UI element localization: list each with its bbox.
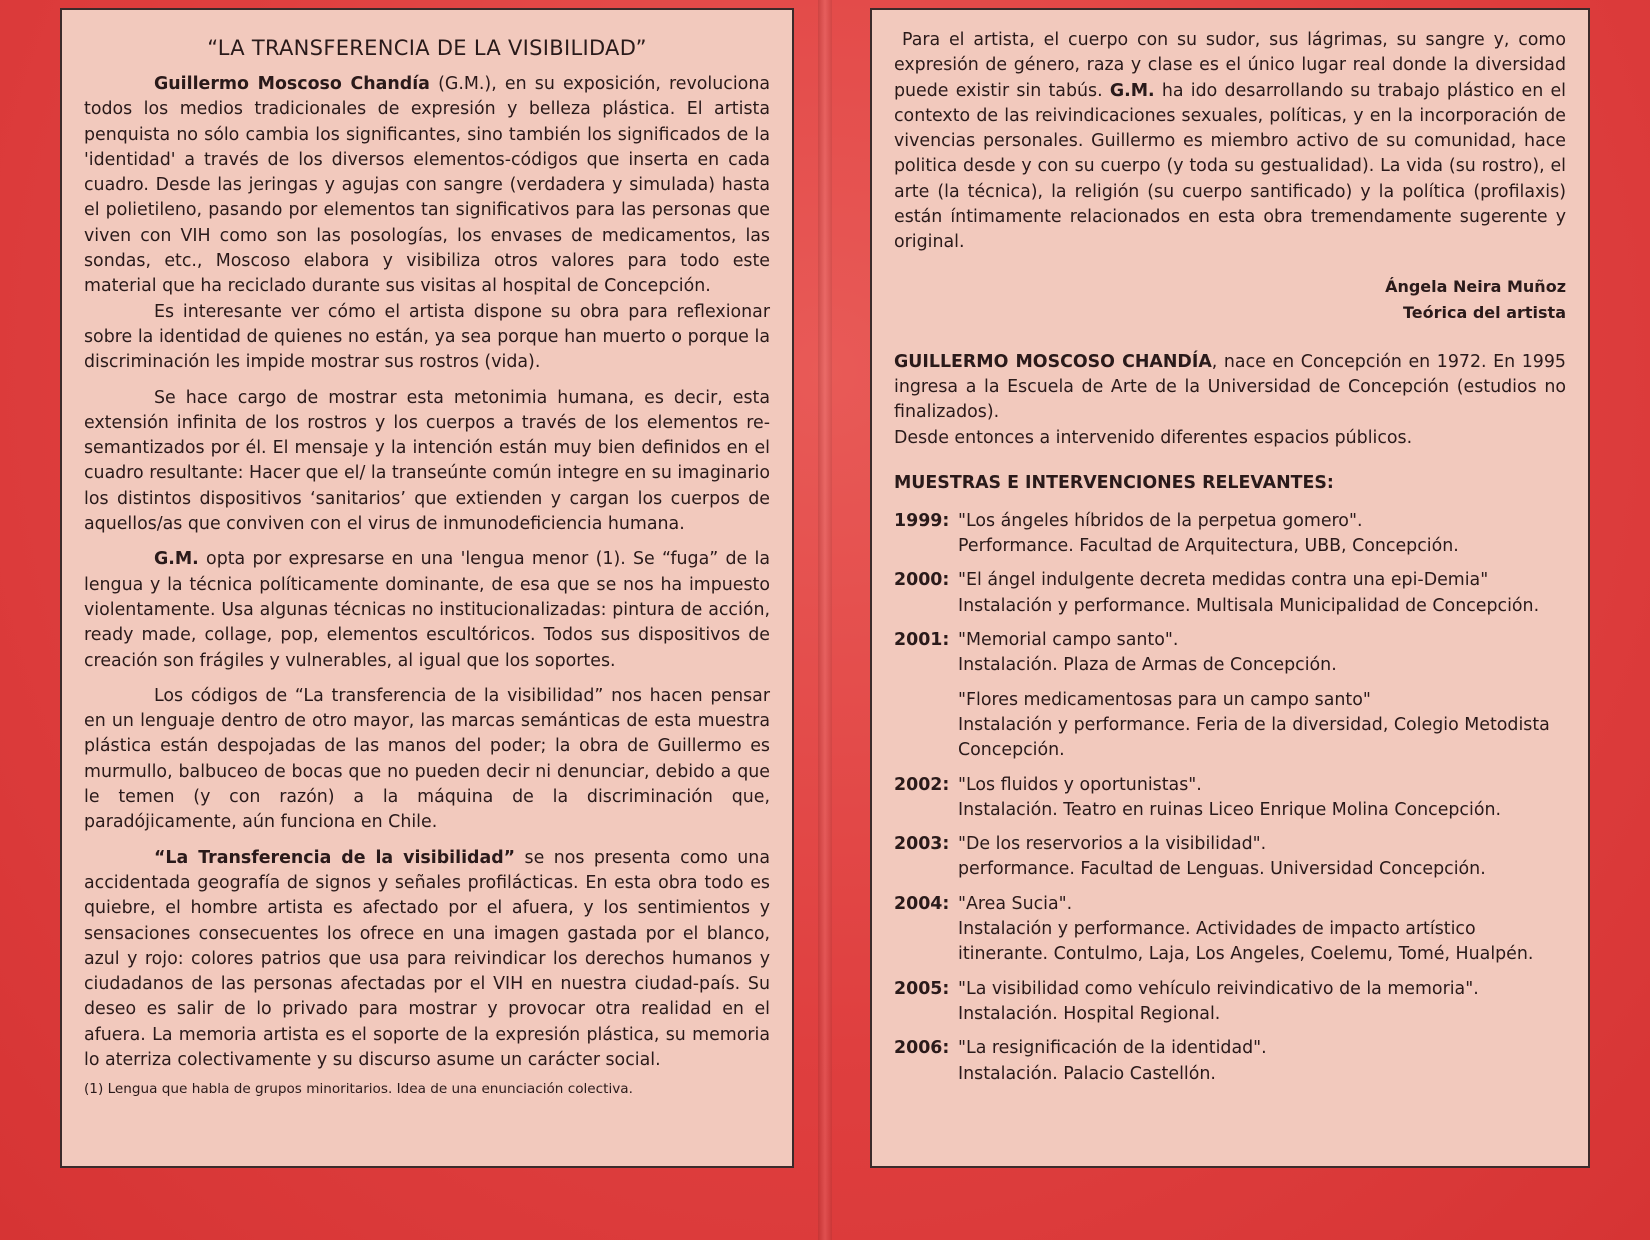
exhibition-details: [958, 568, 1566, 619]
exhibition-item: [958, 832, 1566, 883]
exhibition-detail: Instalación y performance. Feria de la diversidad, Colegio Metodista Concepción.: [958, 714, 1550, 761]
exhibitions-list: [894, 509, 1566, 1087]
section-title: MUESTRAS E INTERVENCIONES RELEVANTES:: [894, 472, 1334, 493]
exhibition-row: [894, 773, 1566, 824]
exhibition-title: "Memorial campo santo".: [958, 630, 1179, 651]
exhibition-year: 2002:: [894, 774, 950, 795]
gm-initials: G.M.: [154, 549, 199, 570]
exhibition-detail: Instalación. Teatro en ruinas Liceo Enrique Molina Concepción.: [958, 799, 1502, 820]
signature-block: [894, 274, 1566, 326]
bio-line-2: Desde entonces a intervenido diferentes espacios públicos.: [894, 427, 1413, 448]
exhibition-details: [958, 832, 1566, 883]
exhibition-year: 2004:: [894, 893, 950, 914]
exhibition-details: [958, 773, 1566, 824]
exhibition-year: 2005:: [894, 978, 950, 999]
exhibition-detail: Instalación. Palacio Castellón.: [958, 1063, 1216, 1084]
paragraph-4: [84, 547, 770, 673]
exhibition-detail: Instalación. Hospital Regional.: [958, 1003, 1221, 1024]
exhibition-title: “La Transferencia de la visibilidad”: [154, 847, 516, 868]
exhibition-title: "Area Sucia".: [958, 893, 1073, 914]
exhibition-title: "De los reservorios a la visibilidad".: [958, 834, 1267, 855]
exhibition-details: [958, 977, 1566, 1028]
right-paragraph-1: [894, 28, 1566, 256]
exhibition-item: [958, 773, 1566, 824]
right-paragraph-1-text-b: ha ido desarrollando su trabajo plástico en el contexto de las reivindicaciones sexuales, políticas, y en la incorporación de vivencias personales. Guillermo es miembro activo de su comunidad, hace politica desde y con su cuerpo (y toda su gestualidad). La vida (su rostro), el arte (la técnica), la religión (su cuerpo santificado) y la política (profilaxis) están íntimamente relacionados en esta obra tremendamente sugerente y original.: [894, 80, 1567, 253]
paragraph-4-text: opta por expresarse en una 'lengua menor (1). Se “fuga” de la lengua y la técnica políticamente dominante, de esa que se nos ha impuesto violentamente. Usa algunas técnicas no institucionalizadas: pintura de acción, ready made, collage, pop, elementos escultóricos. Todos sus dispositivos de creación son frágiles y vulnerables, al igual que los soportes.: [84, 549, 770, 671]
exhibition-year: 2001:: [894, 630, 950, 651]
signature-role: Teórica del artista: [1402, 302, 1566, 322]
paragraph-5: Los códigos de “La transferencia de la visibilidad” nos hacen pensar en un lenguaje dentro de otro mayor, las marcas semánticas de esta muestra plástica están despojadas de las manos del poder; la obra de Guillermo es murmullo, balbuceo de bocas que no pueden decir ni denunciar, debido a que le temen (y con razón) a la máquina de la discriminación que, paradójicamente, aún funciona en Chile.: [84, 685, 770, 833]
paragraph-6-text: se nos presenta como una accidentada geografía de signos y señales profilácticas. En esta obra todo es quiebre, el hombre artista es afectado por el afuera, y los sentimientos y sensaciones consecuentes los ofrece en una imagen gastada por el blanco, azul y rojo: colores patrios que usa para reivindicar los derechos humanos y ciudadanos de las personas afectadas por el VIH en nuestra ciudad-país. Su deseo es salir de lo privado para mostrar y provocar otra realidad en el afuera. La memoria artista es el soporte de la expresión plástica, su memoria lo aterriza colectivamente y su discurso asume un carácter social.: [84, 847, 770, 1070]
exhibition-details: [958, 892, 1566, 968]
left-page-panel: [60, 8, 794, 1168]
exhibition-title: "El ángel indulgente decreta medidas contra una epi-Demia": [958, 570, 1489, 591]
artist-name: Guillermo Moscoso Chandía: [154, 74, 430, 94]
biography: [894, 350, 1566, 451]
exhibition-row: [894, 568, 1566, 619]
footnote: (1) Lengua que habla de grupos minoritarios. Idea de una enunciación colectiva.: [84, 1081, 633, 1098]
exhibition-item: [958, 892, 1566, 968]
page-fold: [818, 0, 832, 1240]
exhibition-details: [958, 509, 1566, 560]
exhibition-row: [894, 977, 1566, 1028]
paragraph-1: [84, 72, 770, 300]
exhibition-item: [958, 509, 1566, 560]
exhibition-item: [958, 628, 1566, 679]
exhibition-year: 2003:: [894, 834, 950, 855]
exhibition-row: [894, 628, 1566, 763]
paragraph-6: [84, 846, 770, 1074]
exhibition-item: [958, 977, 1566, 1028]
exhibition-title: "Los ángeles híbridos de la perpetua gomero".: [958, 510, 1363, 531]
exhibition-row: [894, 1036, 1566, 1087]
exhibition-row: [894, 832, 1566, 883]
exhibition-detail: Instalación y performance. Actividades de impacto artístico itinerante. Contulmo, Laja, Los Angeles, Coelemu, Tomé, Hualpén.: [958, 919, 1534, 965]
exhibition-title: "Los fluidos y oportunistas".: [958, 774, 1202, 795]
exhibition-detail: Instalación. Plaza de Armas de Concepción.: [958, 655, 1337, 676]
exhibition-item: [958, 1036, 1566, 1087]
bio-line-1: [894, 350, 1566, 426]
bio-name: GUILLERMO MOSCOSO CHANDÍA: [894, 351, 1212, 372]
exhibition-year: 2006:: [894, 1038, 950, 1059]
exhibition-detail: performance. Facultad de Lenguas. Universidad Concepción.: [958, 859, 1486, 880]
exhibition-item: [958, 688, 1566, 764]
signature-name: Ángela Neira Muñoz: [1385, 276, 1566, 296]
gm-initials-right: G.M.: [1109, 80, 1155, 101]
exhibition-title: "Flores medicamentosas para un campo santo": [958, 689, 1371, 710]
exhibition-title: "La visibilidad como vehículo reivindicativo de la memoria".: [958, 978, 1479, 999]
exhibition-row: [894, 892, 1566, 968]
paragraph-3: Se hace cargo de mostrar esta metonimia humana, es decir, esta extensión infinita de los rostros y los cuerpos a través de los elementos re-semantizados por él. El mensaje y la intención están muy bien definidos en el cuadro resultante: Hacer que el/ la transeúnte común integre en su imaginario los distintos dispositivos ‘sanitarios’ que extienden y cargan los cuerpos de aquellos/as que conviven con el virus de inmunodeficiencia humana.: [84, 387, 770, 535]
exhibition-row: [894, 509, 1566, 560]
right-page-panel: [870, 8, 1590, 1168]
exhibition-year: 1999:: [894, 510, 950, 531]
exhibition-title: "La resignificación de la identidad".: [958, 1038, 1267, 1059]
paragraph-1-text: (G.M.), en su exposición, revoluciona todos los medios tradicionales de expresión y belleza plástica. El artista penquista no sólo cambia los significantes, sino también los significados de la 'identidad' a través de los diversos elementos-códigos que inserta en cada cuadro. Desde las jeringas y agujas con sangre (verdadera y simulada) hasta el polietileno, pasando por elementos tan significativos para las personas que viven con VIH como son las posologías, los envases de medicamentos, las sondas, etc., Moscoso elabora y visibiliza otros valores para todo este material que ha reciclado durante sus visitas al hospital de Concepción.: [84, 74, 770, 297]
page-title: “LA TRANSFERENCIA DE LA VISIBILIDAD”: [207, 36, 647, 60]
exhibition-detail: Instalación y performance. Multisala Municipalidad de Concepción.: [958, 595, 1540, 616]
exhibition-item: [958, 568, 1566, 619]
bio-text: , nace en Concepción en 1972. En 1995 ingresa a la Escuela de Arte de la Universidad de Concepción (estudios no finalizados).: [894, 351, 1566, 423]
exhibition-details: [958, 628, 1566, 763]
paragraph-2: Es interesante ver cómo el artista dispone su obra para reflexionar sobre la identidad de quienes no están, ya sea porque han muerto o porque la discriminación les impide mostrar sus rostros (vida).: [84, 301, 770, 373]
exhibition-details: [958, 1036, 1566, 1087]
right-paragraph-1-text-a: Para el artista, el cuerpo con su sudor, sus lágrimas, su sangre y, como expresión de género, raza y clase es el único lugar real donde la diversidad puede existir sin tabús.: [894, 30, 1566, 101]
exhibition-year: 2000:: [894, 570, 950, 591]
exhibition-detail: Performance. Facultad de Arquitectura, UBB, Concepción.: [958, 536, 1459, 557]
